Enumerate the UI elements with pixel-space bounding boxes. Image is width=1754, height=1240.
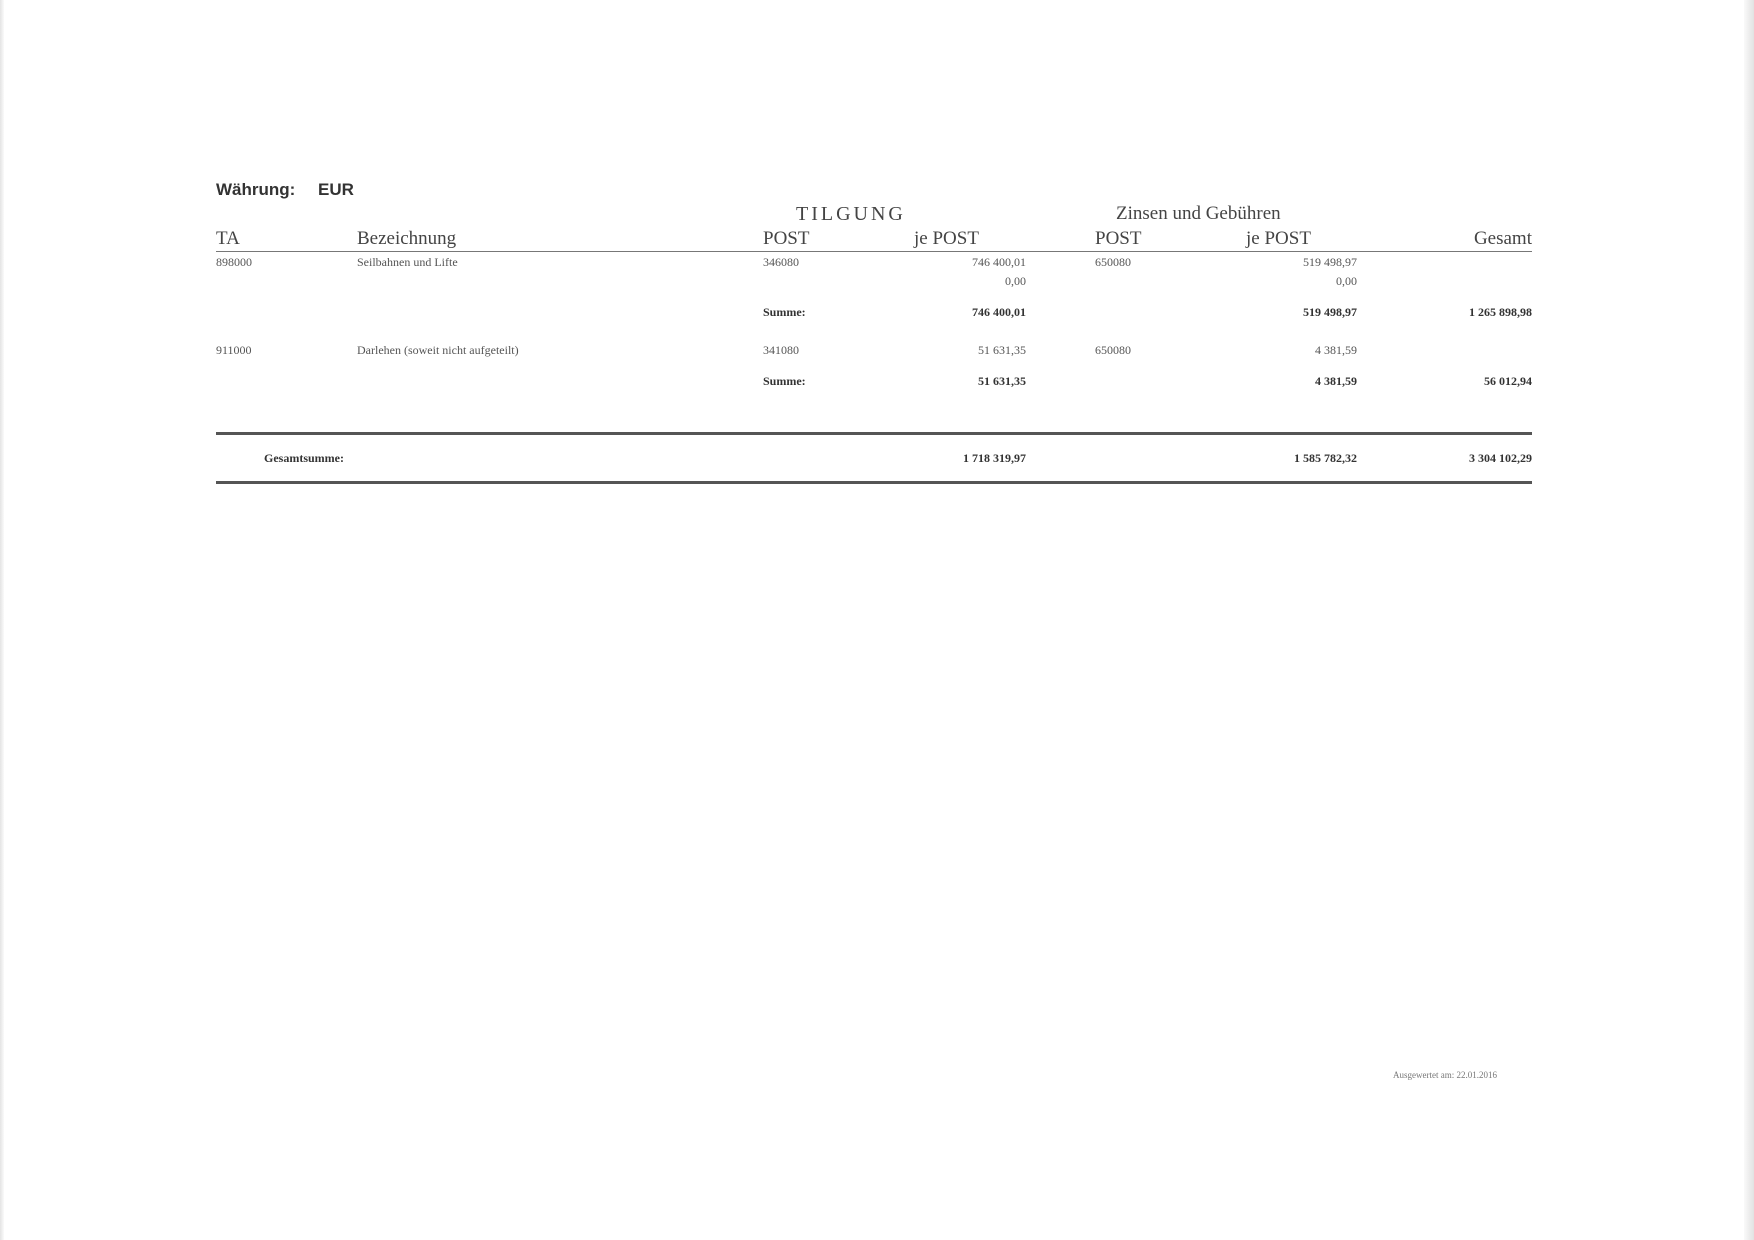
row-bezeichnung: Darlehen (soweit nicht aufgeteilt) <box>357 343 519 357</box>
column-header-ta: TA <box>216 228 240 249</box>
row-tilgung-post: 346080 <box>763 255 799 269</box>
total-rule-top <box>216 432 1532 435</box>
currency-value: EUR <box>318 180 354 199</box>
subtotal-gesamt: 56 012,94 <box>1484 374 1532 388</box>
subtotal-zinsen: 519 498,97 <box>1303 305 1357 319</box>
row-tilgung-je-post: 51 631,35 <box>978 343 1026 357</box>
currency-label: Währung: <box>216 180 296 199</box>
row-zinsen-post: 650080 <box>1095 343 1131 357</box>
row-zinsen-post: 650080 <box>1095 255 1131 269</box>
grand-total-gesamt: 3 304 102,29 <box>1469 451 1532 465</box>
row-tilgung-post: 341080 <box>763 343 799 357</box>
column-header-tilgung-post: POST <box>763 228 810 249</box>
column-header-zinsen-post: POST <box>1095 228 1142 249</box>
row-ta: 911000 <box>216 343 252 357</box>
subtotal-label: Summe: <box>763 305 806 319</box>
subtotal-zinsen: 4 381,59 <box>1315 374 1357 388</box>
grand-total-tilgung: 1 718 319,97 <box>963 451 1026 465</box>
row-tilgung-je-post: 0,00 <box>1005 274 1026 288</box>
scan-edge-left <box>0 0 4 1240</box>
subtotal-label: Summe: <box>763 374 806 388</box>
row-zinsen-je-post: 0,00 <box>1336 274 1357 288</box>
subtotal-tilgung: 746 400,01 <box>972 305 1026 319</box>
row-tilgung-je-post: 746 400,01 <box>972 255 1026 269</box>
subtotal-tilgung: 51 631,35 <box>978 374 1026 388</box>
column-header-gesamt: Gesamt <box>1473 228 1532 249</box>
column-header-bezeichnung: Bezeichnung <box>357 228 457 249</box>
total-rule-bottom <box>216 481 1532 484</box>
row-ta: 898000 <box>216 255 252 269</box>
row-zinsen-je-post: 4 381,59 <box>1315 343 1357 357</box>
print-date-note: Ausgewertet am: 22.01.2016 <box>1393 1070 1497 1080</box>
group-heading-tilgung: TILGUNG <box>796 203 906 225</box>
grand-total-label: Gesamtsumme: <box>264 451 344 465</box>
column-header-zinsen-je-post: je POST <box>1246 228 1311 249</box>
header-rule <box>216 251 1532 252</box>
row-zinsen-je-post: 519 498,97 <box>1303 255 1357 269</box>
group-heading-zinsen: Zinsen und Gebühren <box>1116 203 1281 224</box>
scan-edge-right <box>1744 0 1754 1240</box>
subtotal-gesamt: 1 265 898,98 <box>1469 305 1532 319</box>
column-header-tilgung-je-post: je POST <box>914 228 979 249</box>
grand-total-zinsen: 1 585 782,32 <box>1294 451 1357 465</box>
row-bezeichnung: Seilbahnen und Lifte <box>357 255 458 269</box>
